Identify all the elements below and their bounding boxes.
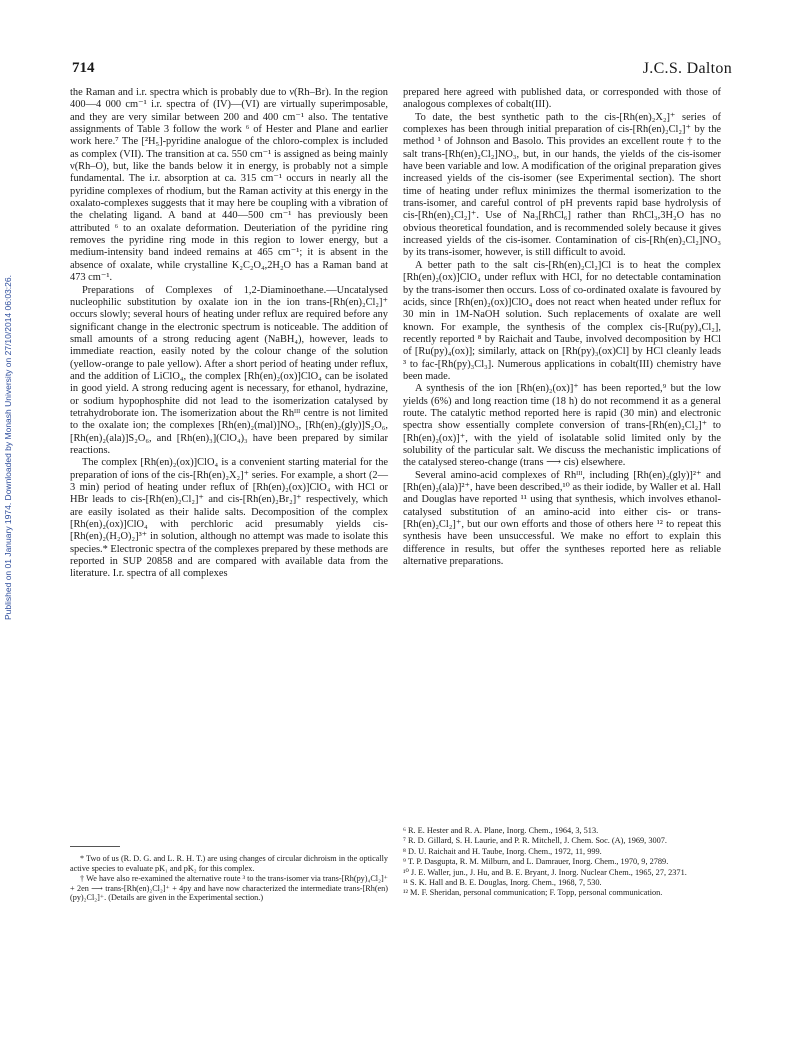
footnote: * Two of us (R. D. G. and L. R. H. T.) are using changes of circular dichroism in the optically active species to evaluate pK₁ and pK₂ for this complex. (70, 854, 388, 873)
footnotes (70, 854, 388, 904)
paragraph: Several amino-acid complexes of Rhᴵᴵᴵ, including [Rh(en)₂(gly)]²⁺ and [Rh(en)₂(ala)]²⁺, have been described,¹⁰ as their iodide, by Waller et al. Hall and Douglas have reported ¹¹ using that synthesis, which involves ethanol-catalysed substitution of an amino-acid into either cis- or trans-[Rh(en)₂Cl₂]⁺, but our own efforts and those of others here ¹² to repeat this synthesis have been unsuccessful. We make no effort to explain this difference in results, but offer the syntheses reported here as reliable alternative preparations. (403, 469, 721, 568)
footnote-divider (70, 846, 120, 847)
left-column (70, 87, 388, 581)
reference-item: ¹¹ S. K. Hall and B. E. Douglas, Inorg. Chem., 1968, 7, 530. (403, 878, 602, 888)
reference-item: ¹² M. F. Sheridan, personal communication; F. Topp, personal communication. (403, 888, 663, 898)
paragraph: The complex [Rh(en)₂(ox)]ClO₄ is a convenient starting material for the preparation of ions of the cis-[Rh(en)₂X₂]⁺ series. For example, a short (2—3 min) period of heating under reflux of [Rh(en)₂(ox)]ClO₄ with HCl or HBr leads to cis-[Rh(en)₂Cl₂]⁺ and cis-[Rh(en)₂Br₂]⁺ respectively, which are easily isolated as their halide salts. Decomposition of the complex [Rh(en)₂(ox)]ClO₄ with perchloric acid presumably yields cis-[Rh(en)₂(H₂O)₂]³⁺ in solution, although no attempt was made to isolate this species.* Electronic spectra of the complexes prepared by these methods are reported in SUP 20858 and are compared with available data from the literature. I.r. spectra of all complexes (70, 457, 388, 580)
publication-notice-link[interactable]: Published on 01 January 1974. Downloaded by Monash University on 27/10/2014 06:03:26. (3, 275, 13, 620)
page-header (72, 60, 732, 80)
paragraph: A synthesis of the ion [Rh(en)₂(ox)]⁺ has been reported,⁹ but the low yields (6%) and long reaction time (18 h) do not recommend it as a general route. The catalytic method reported here is rapid (30 min) and electronic spectra show essentially complete conversion of trans-[Rh(en)₂Cl₂]⁺ to [Rh(en)₂(ox)]⁺, with the yield of isolatable solid limited only by the solubility of the particular salt. We discuss the mechanistic implications of the catalysed stereo-change (trans ⟶ cis) elsewhere. (403, 383, 721, 469)
paragraph: Preparations of Complexes of 1,2-Diaminoethane.—Uncatalysed nucleophilic substitution by oxalate ion in the ion trans-[Rh(en)₂Cl₂]⁺ occurs slowly; several hours of heating under reflux are required before any significant change in the electronic spectrum is noticeable. The addition of small amounts of a strong reducing agent (NaBH₄), however, leads to immediate reaction, easily noted by the colour change of the solution (yellow-orange to pale yellow). After a short period of heating under reflux, and the addition of LiClO₄, the complex [Rh(en)₂(ox)]ClO₄ can be isolated in good yield. A strong reducing agent is necessary, for ethanol, hydrazine, or sodium hypophosphite did not lead to the isomerization catalysed by tetrahydroborate ion. The isomerization about the Rhᴵᴵᴵ centre is not limited to the oxalate ion; the complexes [Rh(en)₂(mal)]NO₃, [Rh(en)₂(gly)]S₂O₆, [Rh(en)₂(ala)]S₂O₆, and [Rh(en)₃](ClO₄)₃ have been prepared by similar reactions. (70, 284, 388, 456)
reference-item: ⁸ D. U. Raichait and H. Taube, Inorg. Chem., 1972, 11, 999. (403, 846, 602, 856)
paragraph: the Raman and i.r. spectra which is probably due to ν(Rh–Br). In the region 400—4 000 cm⁻¹ i.r. spectra of (IV)—(VI) are virtually superimposable, and they are very similar between 200 and 400 cm⁻¹ also. The tentative assignments of Table 3 follow the work ⁶ of Hester and Plane and earlier work here.⁷ The [²H₅]-pyridine analogue of the chloro-complex is included as complex (VII). The transition at ca. 550 cm⁻¹ is assigned as being mainly ν(Rh–O), but, like the bands below it in energy, is probably not a simple fundamental. The i.r. absorption at ca. 315 cm⁻¹ occurs in nearly all the pyridine complexes of rhodium, but the Raman activity at this energy in the oxalato-complexes suggests that it may here be coupling with a vibration of the chelating ligand. A band at 440—500 cm⁻¹ has previously been attributed ⁶ to an oxalate deformation. Deuteriation of the pyridine ring removes the pyridine ring mode in this region to lower energy, but a medium-intensity band indeed remains at 465 cm⁻¹; it is absent in the absence of oxalate, while crystalline K₂C₂O₄,2H₂O has a Raman band at 473 cm⁻¹. (70, 87, 388, 284)
journal-title: J.C.S. Dalton (642, 60, 732, 77)
reference-item: ¹⁰ J. E. Waller, jun., J. Hu, and B. E. Bryant, J. Inorg. Nuclear Chem., 1965, 27, 2371. (403, 867, 687, 877)
footnote: † We have also re-examined the alternative route ³ to the trans-isomer via trans-[Rh(py)₄Cl₂]⁺ + 2en ⟶ trans-[Rh(en)₂Cl₂]⁺ + 4py and have now characterized the intermediate trans-[Rh(en)(py)₂Cl₂]⁺. (Details are given in the Experimental section.) (70, 874, 388, 903)
paragraph: prepared here agreed with published data, or corresponded with those of analogous complexes of cobalt(III). (403, 87, 721, 111)
page-number: 714 (72, 60, 95, 76)
paragraph: A better path to the salt cis-[Rh(en)₂Cl₂]Cl is to heat the complex [Rh(en)₂(ox)]ClO₄ under reflux with HCl, for no detectable contamination by the trans-isomer then occurs. Loss of co-ordinated oxalate is favoured by acids, since [Rh(en)₂(ox)]ClO₄ does not react when heated under reflux for 30 min in 1M-NaOH solution. Such replacements of oxalate are well known. For example, the synthesis of the complex cis-[Ru(py)₄Cl₂], recently reported ⁸ by Raichait and Taube, involved decomposition by HCl of [Ru(py)₄(ox)]; similarly, attack on [Rh(py)₃(ox)Cl] by HCl cleanly leads ³ to fac-[Rh(py)₃Cl₃]. Numerous applications in cobalt(III) chemistry have been made. (403, 259, 721, 382)
right-column (403, 87, 721, 568)
publication-notice (3, 60, 17, 620)
reference-item: ⁹ T. P. Dasgupta, R. M. Milburn, and L. Damrauer, Inorg. Chem., 1970, 9, 2789. (403, 857, 669, 867)
paragraph: To date, the best synthetic path to the cis-[Rh(en)₂X₂]⁺ series of complexes has been through initial preparation of cis-[Rh(en)₂Cl₂]⁺ by the method ¹ of Johnson and Basolo. This provides an excellent route † to the salt trans-[Rh(en)₂Cl₂]NO₃, but, in our hands, the yields of the cis-isomer have been variable and low. A modification of the original preparation gives increased yields of the cis-isomer (see Experimental section). The short time of heating under reflux minimizes the thermal isomerization to the trans-isomer, and careful control of pH prevents rapid base hydrolysis of cis-[Rh(en)₂Cl₂]⁺. Use of Na₃[RhCl₆] rather than RhCl₃,3H₂O has no obvious theoretical foundation, and is recommended solely because it gives increased yields of the cis-isomer. Contamination of cis-[Rh(en)₂Cl₂]NO₃ by its trans-isomer, however, is still difficult to avoid. (403, 111, 721, 259)
reference-list (403, 826, 723, 899)
reference-item: ⁷ R. D. Gillard, S. H. Laurie, and P. R. Mitchell, J. Chem. Soc. (A), 1969, 3007. (403, 836, 667, 846)
reference-item: ⁶ R. E. Hester and R. A. Plane, Inorg. Chem., 1964, 3, 513. (403, 826, 599, 835)
